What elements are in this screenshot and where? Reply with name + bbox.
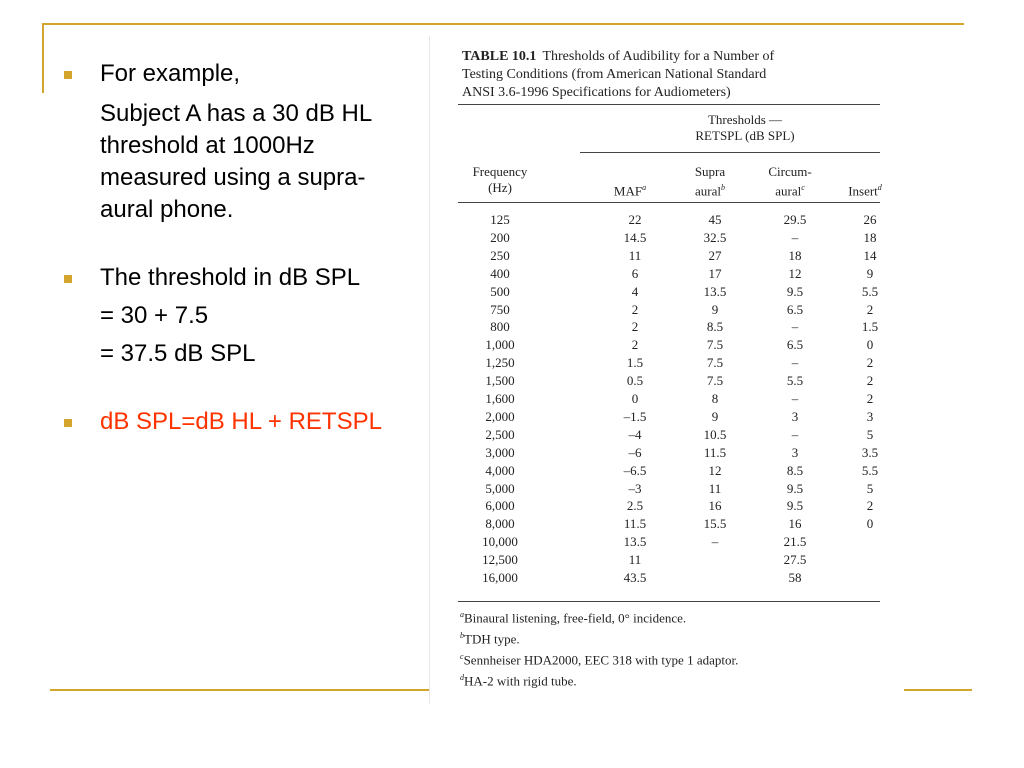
table-row: [430, 427, 904, 445]
bullet-square-icon: [64, 419, 72, 427]
cell-supra: 7.5: [706, 355, 724, 371]
cell-maf: 2: [631, 319, 639, 335]
cell-maf: –6: [628, 444, 642, 460]
cell-maf: 13.5: [623, 534, 647, 550]
cell-circum: –: [791, 355, 799, 371]
table-row: [430, 445, 904, 463]
footnote-mark: a: [460, 610, 464, 619]
bullet-line: = 37.5 dB SPL: [100, 340, 256, 367]
cell-maf: –3: [628, 480, 642, 496]
table-scan: [430, 36, 904, 704]
cell-frequency: 1,500: [485, 373, 515, 389]
col-circum-line: aural: [775, 183, 802, 199]
table-row: [430, 355, 904, 373]
table-row: [430, 212, 904, 230]
cell-maf: 43.5: [623, 570, 647, 585]
col-maf-note: a: [642, 183, 647, 192]
cell-insert: 0: [866, 337, 874, 353]
col-frequency-line: (Hz): [488, 180, 512, 195]
bullet-threshold: [60, 262, 432, 370]
bullet-line: aural phone.: [100, 196, 234, 223]
cell-insert: 5.5: [861, 283, 879, 299]
cell-insert: 5: [866, 480, 874, 496]
footnote: [460, 631, 520, 647]
cell-maf: –6.5: [623, 462, 647, 478]
cell-insert: 5: [866, 426, 874, 442]
cell-circum: –: [791, 426, 799, 442]
table-rule-header: [458, 202, 880, 203]
col-maf-label: MAF: [613, 183, 643, 199]
cell-maf: 2: [631, 301, 639, 317]
table-row: [430, 481, 904, 499]
footnote-mark: d: [460, 673, 464, 682]
col-circum-note: c: [801, 183, 805, 192]
cell-maf: 0: [631, 391, 639, 406]
bullet-line: Subject A has a 30 dB HL: [100, 100, 373, 127]
cell-frequency: 400: [490, 265, 510, 281]
cell-circum: 29.5: [783, 212, 807, 227]
cell-insert: 2: [866, 373, 874, 389]
col-supra: [670, 164, 750, 199]
cell-circum: 16: [788, 516, 802, 532]
col-supra-line: Supra: [694, 164, 726, 179]
col-supra-line: aural: [695, 183, 721, 199]
cell-circum: 12: [788, 265, 802, 281]
footnote-mark: b: [460, 631, 464, 640]
cell-supra: 9: [711, 301, 719, 317]
formula-text: dB SPL=dB HL + RETSPL: [100, 408, 382, 435]
col-maf: [590, 180, 670, 199]
cell-insert: 14: [863, 247, 877, 263]
cell-insert: 0: [866, 516, 874, 532]
cell-circum: 3: [791, 444, 799, 460]
bullet-line: The threshold in dB SPL: [100, 264, 361, 291]
cell-supra: 15.5: [703, 516, 727, 532]
table-row: [430, 302, 904, 320]
cell-maf: 22: [628, 212, 642, 227]
cell-frequency: 250: [490, 247, 510, 263]
cell-maf: 11: [628, 247, 642, 263]
cell-circum: 3: [791, 408, 799, 424]
table-row: [430, 570, 904, 588]
cell-frequency: 1,600: [485, 391, 515, 406]
cell-supra: 11.5: [703, 444, 727, 460]
cell-supra: –: [711, 534, 719, 550]
table-caption: [462, 48, 892, 102]
cell-frequency: 800: [490, 319, 510, 335]
bullet-square-icon: [64, 275, 72, 283]
table-row: [430, 248, 904, 266]
footnote-text: HA-2 with rigid tube.: [464, 673, 577, 689]
table-row: [430, 409, 904, 427]
cell-maf: –4: [628, 426, 642, 442]
cell-insert: 26: [863, 212, 877, 227]
table-row: [430, 534, 904, 552]
group-header-rule: [580, 152, 880, 153]
group-header: [610, 112, 880, 144]
slide-bottom-rule-left: [50, 689, 442, 691]
cell-insert: 1.5: [861, 319, 879, 335]
table-row: [430, 319, 904, 337]
cell-frequency: 5,000: [485, 480, 515, 496]
cell-supra: 27: [708, 247, 722, 263]
footnote-text: Binaural listening, free-field, 0° incidence.: [464, 610, 687, 626]
cell-supra: 8: [711, 391, 719, 406]
cell-circum: 9.5: [786, 480, 804, 496]
footnote-text: TDH type.: [464, 631, 520, 647]
cell-circum: –: [791, 229, 799, 245]
cell-insert: 2: [866, 391, 874, 406]
table-row: [430, 337, 904, 355]
cell-circum: 21.5: [783, 534, 807, 550]
group-header-line: Thresholds —: [707, 112, 783, 127]
table-rule-top: [458, 104, 880, 105]
footnote-text: Sennheiser HDA2000, EEC 318 with type 1 adaptor.: [463, 652, 739, 668]
cell-frequency: 1,000: [485, 337, 515, 353]
cell-frequency: 750: [490, 301, 510, 317]
cell-maf: 11.5: [623, 516, 647, 532]
cell-insert: 18: [863, 229, 877, 245]
cell-maf: 4: [631, 283, 639, 299]
cell-supra: 7.5: [706, 373, 724, 389]
cell-circum: 18: [788, 247, 802, 263]
cell-circum: 9.5: [786, 498, 804, 514]
cell-supra: 13.5: [703, 283, 727, 299]
table-row: [430, 463, 904, 481]
cell-circum: 8.5: [786, 462, 804, 478]
footnote: [460, 673, 577, 689]
cell-supra: 17: [708, 265, 722, 281]
cell-supra: 10.5: [703, 426, 727, 442]
caption-line: ANSI 3.6-1996 Specifications for Audiometers): [462, 85, 731, 100]
col-circum-line: Circum-: [768, 164, 812, 179]
col-frequency: [460, 164, 540, 196]
table-row: [430, 552, 904, 570]
group-header-line: RETSPL (dB SPL): [695, 128, 795, 143]
cell-insert: 9: [866, 265, 874, 281]
cell-circum: –: [791, 391, 799, 406]
col-frequency-line: Frequency: [472, 164, 528, 179]
cell-circum: 6.5: [786, 337, 804, 353]
cell-frequency: 4,000: [485, 462, 515, 478]
footnote-mark: c: [460, 652, 464, 661]
cell-frequency: 16,000: [482, 570, 518, 585]
table-row: [430, 284, 904, 302]
slide-left-rule: [42, 23, 44, 93]
cell-supra: 11: [708, 480, 722, 496]
cell-insert: 3: [866, 408, 874, 424]
col-insert-note: d: [877, 183, 882, 192]
table-row: [430, 266, 904, 284]
cell-frequency: 1,250: [485, 355, 515, 371]
table-row: [430, 230, 904, 248]
cell-frequency: 8,000: [485, 516, 515, 532]
table-row: [430, 373, 904, 391]
bullet-square-icon: [64, 71, 72, 79]
cell-supra: 12: [708, 462, 722, 478]
col-supra-note: b: [720, 183, 725, 192]
cell-circum: 58: [788, 570, 802, 585]
bullet-formula: [60, 406, 432, 438]
cell-frequency: 200: [490, 229, 510, 245]
cell-circum: 6.5: [786, 301, 804, 317]
caption-line: Thresholds of Audibility for a Number of: [542, 49, 775, 64]
cell-supra: 7.5: [706, 337, 724, 353]
cell-frequency: 6,000: [485, 498, 515, 514]
cell-insert: 3.5: [861, 444, 879, 460]
cell-circum: 27.5: [783, 552, 807, 568]
cell-frequency: 2,500: [485, 426, 515, 442]
cell-circum: –: [791, 319, 799, 335]
slide-top-rule: [42, 23, 964, 25]
cell-maf: –1.5: [623, 408, 647, 424]
col-insert: [830, 180, 900, 199]
table-label: TABLE 10.1: [462, 49, 537, 64]
cell-maf: 2: [631, 337, 639, 353]
cell-supra: 32.5: [703, 229, 727, 245]
cell-supra: 8.5: [706, 319, 724, 335]
cell-frequency: 125: [490, 212, 510, 227]
cell-supra: 9: [711, 408, 719, 424]
cell-insert: 2: [866, 355, 874, 371]
cell-maf: 6: [631, 265, 639, 281]
cell-maf: 1.5: [626, 355, 644, 371]
slide-bottom-rule-right: [904, 689, 972, 691]
table-row: [430, 516, 904, 534]
table-rule-bottom: [458, 601, 880, 602]
cell-insert: 2: [866, 498, 874, 514]
bullet-list: [60, 58, 432, 438]
cell-circum: 5.5: [786, 373, 804, 389]
col-insert-label: Insert: [848, 183, 878, 199]
bullet-line: measured using a supra-: [100, 164, 366, 191]
cell-frequency: 2,000: [485, 408, 515, 424]
col-circum: [750, 164, 830, 199]
footnote: [460, 610, 686, 626]
cell-maf: 14.5: [623, 229, 647, 245]
bullet-example: [60, 58, 432, 226]
cell-frequency: 12,500: [482, 552, 518, 568]
bullet-line: For example,: [100, 60, 241, 87]
cell-maf: 2.5: [626, 498, 644, 514]
cell-circum: 9.5: [786, 283, 804, 299]
caption-line: Testing Conditions (from American National Standard: [462, 67, 767, 82]
cell-maf: 11: [628, 552, 642, 568]
cell-supra: 16: [708, 498, 722, 514]
cell-maf: 0.5: [626, 373, 644, 389]
cell-supra: 45: [708, 212, 722, 227]
cell-frequency: 3,000: [485, 444, 515, 460]
table-row: [430, 391, 904, 409]
cell-insert: 2: [866, 301, 874, 317]
cell-frequency: 10,000: [482, 534, 518, 550]
cell-insert: 5.5: [861, 462, 879, 478]
bullet-line: threshold at 1000Hz: [100, 132, 315, 159]
footnote: [460, 652, 738, 668]
table-row: [430, 498, 904, 516]
cell-frequency: 500: [490, 283, 510, 299]
bullet-line: = 30 + 7.5: [100, 302, 209, 329]
